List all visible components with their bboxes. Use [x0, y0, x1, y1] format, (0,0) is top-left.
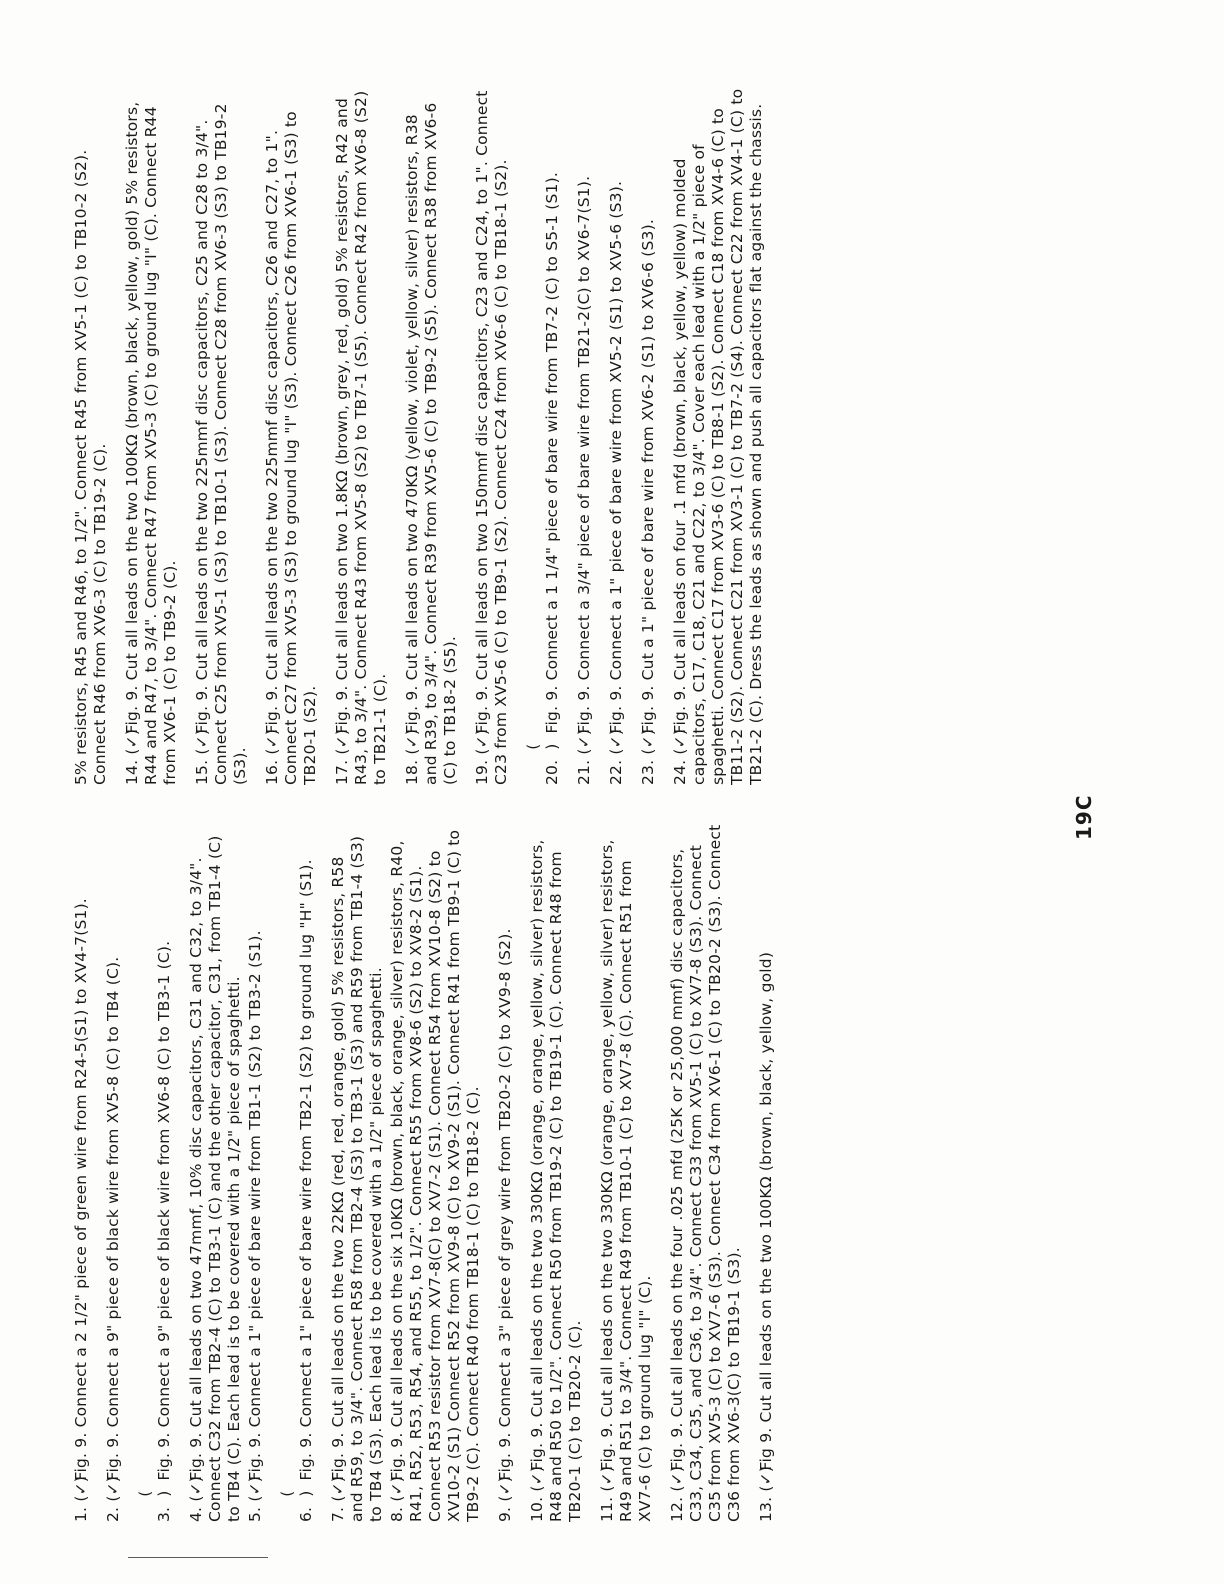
step-7: 7. (✓) Fig. 9. Cut all leads on the two 22KΩ (red, red, orange, gold) 5% resistors, R58 and R59, to 3/4". Connect R58 from TB2-4 (S3) to TB3-1 (S3) and R59 from TB1-4 (S3) to TB4 (S3). Each lead is to be covered with a 1/2" piece of spaghetti. [329, 835, 385, 1522]
step-13-continued: 5% resistors, R45 and R46, to 1/2". Connect R45 from XV5-1 (C) to TB10-2 (S2). Connect R46 from XV6-3 (C) to TB19-2 (C). [72, 149, 109, 785]
step-9: 9. (✓) Fig. 9. Connect a 3" piece of grey wire from TB20-2 (C) to XV9-8 (S2). [496, 928, 514, 1522]
step-14: 14. (✓) Fig. 9. Cut all leads on the two 100KΩ (brown, black, yellow, gold) 5% resistors, R44 and R47, to 3/4". Connect R47 from XV5-3 (C) to ground lug "I" (C). Connect R44 from XV6-1 (C) to TB9-2 (C). [123, 101, 179, 785]
step-11: 11. (✓) Fig. 9. Cut all leads on the two 330KΩ (orange, orange, yellow, silver) resistors, R49 and R51 to 3/4". Connect R49 from TB10-1 (C) to XV7-8 (C). Connect R51 from XV7-6 (C) to ground lug "I" (C). [598, 839, 654, 1522]
step-24: 24. (✓) Fig. 9. Cut all leads on four .1 mfd (brown, black, yellow, yellow) molded capacitors, C17, C18, C21 and C22, to 3/4". Cover each lead with a 1/2" piece of spaghetti. Connect C17 from XV3-6 (C) to TB8-1 (S2). Connect C18 from XV4-6 (C) to TB11-2 (S2). Connect C21 from XV3-1 (C) to TB7-2 (S4). Connect C22 from XV4-1 (C) to TB21-2 (C). Dress the leads as shown and push all capacitors flat against the chassis. [671, 88, 765, 785]
step-8: 8. (✓) Fig. 9. Cut all leads on the six 10KΩ (brown, black, orange, silver) resistors, R40, R41, R52, R53, R54, and R55, to 1/2". Connect R55 from XV8-6 (S2) to XV8-2 (S1). Connect R53 resistor from XV7-8(C) to XV7-2 (S1). Connect R54 from XV10-8 (S2) to XV10-2 (S1) Connect R52 from XV9-8 (C) to XV9-2 (S1). Connect R41 from TB9-1 (C) to TB9-2 (C). Connect R40 from TB18-1 (C) to TB18-2 (C). [388, 829, 482, 1522]
step-19: 19. (✓) Fig. 9. Cut all leads on two 150mmf disc capacitors, C23 and C24, to 1". Connect C23 from XV5-6 (C) to TB9-1 (S2). Connect C24 from XV6-6 (C) to TB18-1 (S2). [473, 90, 510, 785]
rotated-instruction-page [72, 50, 1152, 1530]
step-2: 2. (✓) Fig. 9. Connect a 9" piece of black wire from XV5-8 (C) to TB4 (C). [104, 956, 122, 1522]
left-column [72, 822, 789, 1522]
step-23: 23. (✓) Fig. 9. Cut a 1" piece of bare wire from XV6-2 (S1) to XV6-6 (S3). [639, 219, 657, 785]
step-17: 17. (✓) Fig. 9. Cut all leads on two 1.8KΩ (brown, grey, red, gold) 5% resistors, R42 and R43, to 3/4". Connect R43 from XV5-8 (S2) to TB7-1 (S5). Connect R42 from XV6-8 (S2) to TB21-1 (C). [333, 90, 389, 785]
step-21: 21. (✓) Fig. 9. Connect a 3/4" piece of bare wire from TB21-2(C) to XV6-7(S1). [575, 175, 593, 785]
page-number: 19C [1072, 794, 1096, 840]
step-10: 10. (✓) Fig. 9. Cut all leads on the two 330KΩ (orange, orange, yellow, silver) resistors, R48 and R50 to 1/2". Connect R50 from TB19-2 (C) to TB19-1 (C). Connect R48 from TB20-1 (C) to TB20-2 (C). [528, 839, 584, 1522]
step-12: 12. (✓) Fig. 9. Cut all leads on the four .025 mfd (25K or 25,000 mmf) disc capacitors, C33, C34, C35, and C36, to 3/4". Connect C33 from XV5-1 (C) to XV7-8 (S3). Connect C35 from XV5-3 (C) to XV7-6 (S3). Connect C34 from XV6-1 (C) to TB20-2 (S3). Connect C36 from XV6-3(C) to TB19-1 (S3). [668, 824, 743, 1522]
scan-margin-rule [128, 1557, 268, 1558]
step-22: 22. (✓) Fig. 9. Connect a 1" piece of bare wire from XV5-2 (S1) to XV5-6 (S3). [607, 180, 625, 785]
right-column [72, 85, 779, 785]
step-4: 4. (✓) Fig. 9. Cut all leads on two 47mmf, 10% disc capacitors, C31 and C32, to 3/4". Connect C32 from TB2-4 (C) to TB3-1 (C) and the other capacitor, C31, from TB1-4 (C) to TB4 (C). Each lead is to be covered with a 1/2" piece of spaghetti. [187, 835, 243, 1522]
step-3: 3. ( ) Fig. 9. Connect a 9" piece of black wire from XV6-8 (C) to TB3-1 (C). [136, 940, 173, 1522]
step-5: 5. (✓) Fig. 9. Connect a 1" piece of bare wire from TB1-1 (S2) to TB3-2 (S1). [246, 930, 264, 1522]
step-6: 6. ( ) Fig. 9. Connect a 1" piece of bare wire from TB2-1 (S2) to ground lug "H" (S1). [278, 859, 315, 1522]
step-16: 16. (✓) Fig. 9. Cut all leads on the two 225mmf disc capacitors, C26 and C27, to 1". Connect C27 from XV5-3 (S3) to ground lug "I" (S3). Connect C26 from XV6-1 (S3) to TB20-1 (S2). [263, 111, 319, 785]
step-18: 18. (✓) Fig. 9. Cut all leads on two 470KΩ (yellow, violet, yellow, silver) resistors, R38 and R39, to 3/4". Connect R39 from XV5-6 (C) to TB9-2 (S5). Connect R38 from XV6-6 (C) to TB18-2 (S5). [403, 102, 459, 785]
step-13: 13. (✓) Fig 9. Cut all leads on the two 100KΩ (brown, black, yellow, gold) [757, 951, 775, 1522]
step-1: 1. (✓) Fig. 9. Connect a 2 1/2" piece of green wire from R24-5(S1) to XV4-7(S1). [72, 898, 90, 1522]
step-15: 15. (✓) Fig. 9. Cut all leads on the two 225mmf disc capacitors, C25 and C28 to 3/4". Connect C25 from XV5-1 (S3) to TB10-1 (S3). Connect C28 from XV6-3 (S3) to TB19-2 (S3). [193, 103, 249, 785]
step-20: 20. ( ) Fig. 9. Connect a 1 1/4" piece of bare wire from TB7-2 (C) to S5-1 (S1). [524, 171, 561, 785]
